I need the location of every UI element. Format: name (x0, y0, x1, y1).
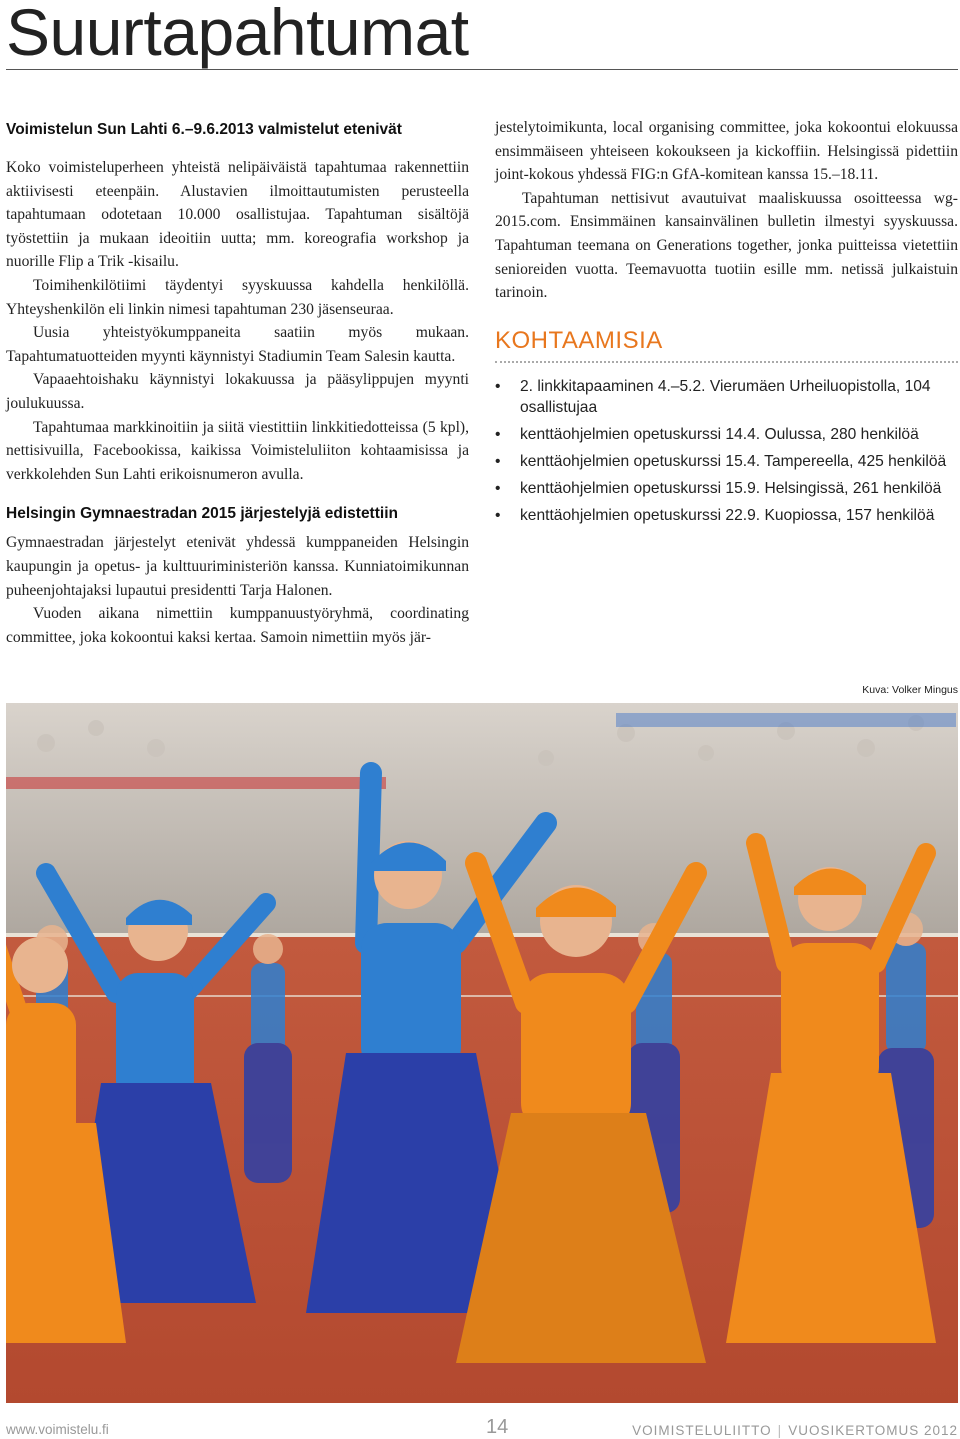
section-heading-sun-lahti: Voimistelun Sun Lahti 6.–9.6.2013 valmistelut etenivät (6, 121, 402, 138)
photo-credit: Kuva: Volker Mingus (862, 684, 958, 696)
footer-url: www.voimistelu.fi (6, 1422, 109, 1437)
list-item: • kenttäohjelmien opetuskurssi 15.4. Tampereella, 425 henkilöä (495, 451, 958, 472)
left-column (6, 121, 469, 649)
paragraph: Gymnaestradan järjestelyt etenivät yhdessä kumppaneiden Helsingin kaupungin ja opetus- ja kulttuuriministeriön kanssa. Kunniatoimikunnan puheenjohtajaksi lupautui presidentti Tarja Halonen. (6, 534, 469, 599)
paragraph: Tapahtumaa markkinoitiin ja siitä viestittiin linkkitiedotteissa (5 kpl), nettisivuilla, Facebookissa, kaikissa Voimisteluliiton kohtaamisissa ja verkkolehden Sun Lahti erikoisnumeron avulla. (6, 418, 469, 483)
dancers-illustration (6, 703, 958, 1403)
paragraph: Toimihenkilötiimi täydentyi syyskuussa kahdella henkilöllä. Yhteyshenkilön eli linkin nimesi tapahtuman 230 jäsenseuraa. (6, 276, 469, 318)
gymnaestrada-photo (6, 703, 958, 1403)
footer-separator: | (777, 1423, 783, 1438)
page-number: 14 (486, 1416, 509, 1438)
list-item: • kenttäohjelmien opetuskurssi 14.4. Oulussa, 280 henkilöä (495, 424, 958, 445)
footer-publication (632, 1423, 958, 1438)
paragraph: Vuoden aikana nimettiin kumppanuustyöryhmä, coordinating committee, joka kokoontui kaksi kertaa. Samoin nimettiin myös jär- (6, 605, 469, 646)
kohtaamisia-heading: KOHTAAMISIA (495, 327, 958, 363)
paragraph: Uusia yhteistyökumppaneita saatiin myös mukaan. Tapahtumatuotteiden myynti käynnistyi Stadiumin Team Salesin kautta. (6, 324, 469, 365)
section-body-gymnaestrada (6, 531, 469, 649)
right-column (495, 116, 958, 305)
section-heading-gymnaestrada: Helsingin Gymnaestradan 2015 järjestelyjä edistettiin (6, 505, 398, 523)
page-title: Suurtapahtumat (6, 0, 469, 69)
footer-org: VOIMISTELULIITTO (632, 1423, 772, 1438)
paragraph: Tapahtuman nettisivut avautuivat maaliskuussa osoitteessa wg-2015.com. Ensimmäinen kansainvälinen bulletin ilmestyi syyskuussa. Tapahtuman teemana on Generations together, jonka puitteissa vietettiin senioreiden vuotta. Teemavuotta tuotiin esille mm. netissä julkaistuin tarinoin. (495, 189, 958, 302)
paragraph: jestelytoimikunta, local organising committee, joka kokoontui elokuussa ensimmäiseen yhteiseen kokoukseen ja kickoffiin. Helsingissä pidettiin joint-kokous yhdessä FIG:n GfA-komitean kanssa 15.–18.11. (495, 119, 958, 184)
section-body-sun-lahti (6, 156, 469, 486)
footer-report: VUOSIKERTOMUS 2012 (788, 1423, 958, 1438)
kohtaamisia-list (495, 376, 958, 532)
title-divider (6, 69, 958, 70)
list-item: • 2. linkkitapaaminen 4.–5.2. Vierumäen Urheiluopistolla, 104 osallistujaa (495, 376, 958, 418)
list-item: • kenttäohjelmien opetuskurssi 15.9. Helsingissä, 261 henkilöä (495, 478, 958, 499)
paragraph: Vapaaehtoishaku käynnistyi lokakuussa ja pääsylippujen myynti joulukuussa. (6, 371, 469, 412)
paragraph: Koko voimisteluperheen yhteistä nelipäiväistä tapahtumaa rakennettiin aktiivisesti eteenpäin. Alustavien ilmoittautumisten perusteella tapahtumaan odotetaan 10.000 osallistujaa. Tapahtuman sisältöjä työstettiin ja mukaan ideoitiin uutta; mm. koreografia workshop ja nuorille Flip a Trik -kisailu. (6, 159, 469, 271)
list-item: • kenttäohjelmien opetuskurssi 22.9. Kuopiossa, 157 henkilöä (495, 505, 958, 526)
